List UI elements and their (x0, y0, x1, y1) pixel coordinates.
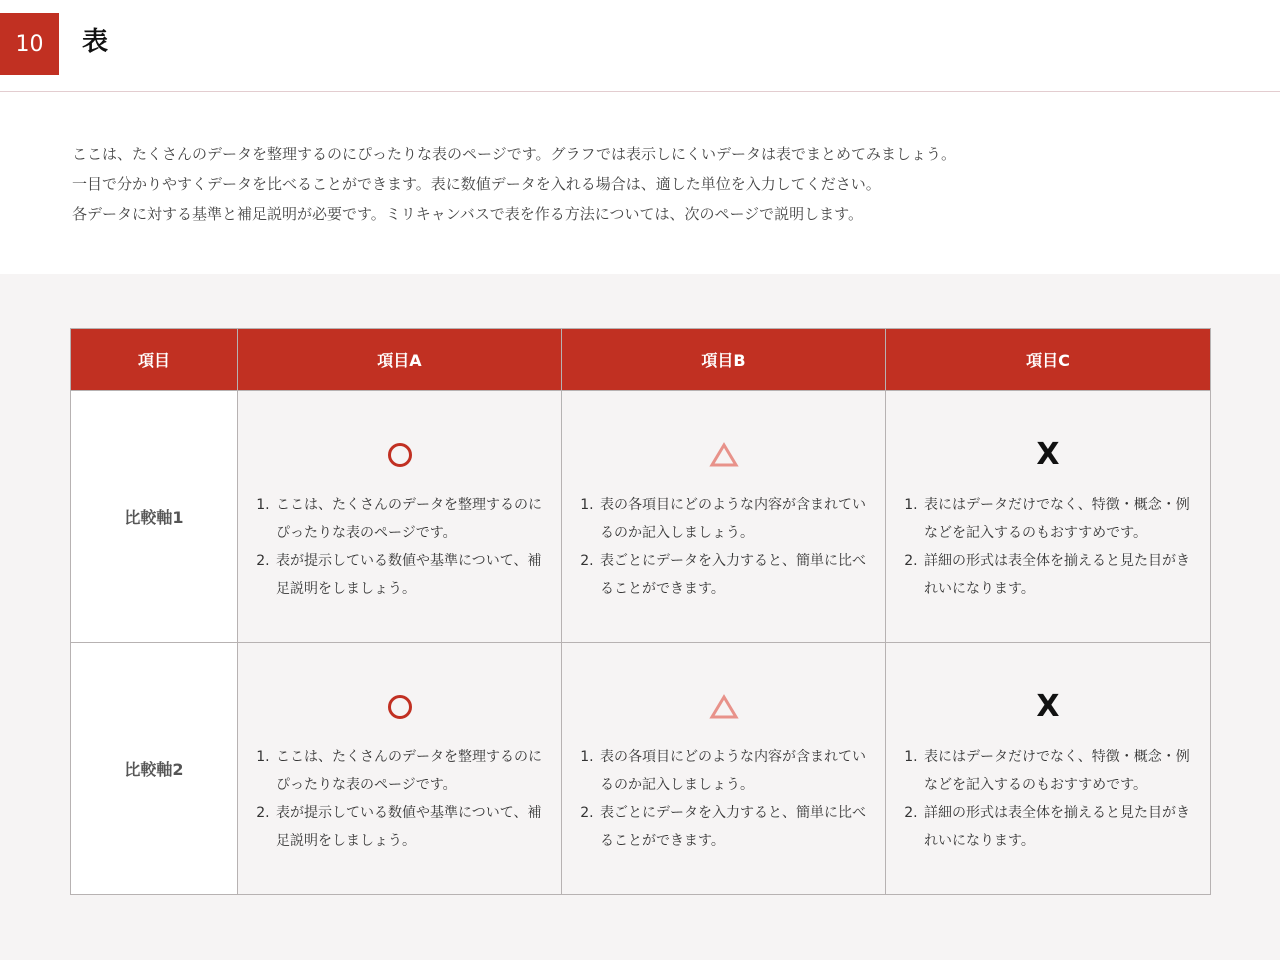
intro-line: 各データに対する基準と補足説明が必要です。ミリキャンバスで表を作る方法については、次のページで説明します。 (72, 205, 863, 223)
triangle-icon (562, 685, 885, 729)
list-item: 1. 表の各項目にどのような内容が含まれているのか記入しましょう。 (598, 491, 867, 547)
notes-list (258, 491, 543, 603)
table-cell (886, 391, 1211, 643)
intro-line: ここは、たくさんのデータを整理するのにぴったりな表のページです。グラフでは表示しにくいデータは表でまとめてみましょう。 (72, 145, 956, 163)
row-label: 比較軸1 (71, 391, 238, 643)
page-title: 表 (82, 27, 109, 57)
column-header: 項目B (562, 329, 886, 391)
notes-list (582, 491, 867, 603)
table-row (71, 391, 1211, 643)
intro-line: 一目で分かりやすくデータを比べることができます。表に数値データを入れる場合は、適した単位を入力してください。 (72, 175, 881, 193)
list-item: 2. 表が提示している数値や基準について、補足説明をしましょう。 (274, 799, 543, 855)
row-label: 比較軸2 (71, 643, 238, 895)
triangle-icon (562, 433, 885, 477)
circle-icon (238, 433, 561, 477)
notes-list (906, 491, 1192, 603)
table-cell (562, 643, 886, 895)
table-row (71, 643, 1211, 895)
notes-list (582, 743, 867, 855)
circle-icon (238, 685, 561, 729)
list-item: 1. 表にはデータだけでなく、特徴・概念・例などを記入するのもおすすめです。 (922, 743, 1192, 799)
comparison-table (70, 328, 1211, 895)
intro-text (72, 139, 1212, 229)
list-item: 2. 表ごとにデータを入力すると、簡単に比べることができます。 (598, 799, 867, 855)
page-header (0, 0, 1280, 92)
column-header: 項目C (886, 329, 1211, 391)
list-item: 1. 表の各項目にどのような内容が含まれているのか記入しましょう。 (598, 743, 867, 799)
table-cell (238, 391, 562, 643)
list-item: 1. ここは、たくさんのデータを整理するのにぴったりな表のページです。 (274, 491, 543, 547)
list-item: 1. ここは、たくさんのデータを整理するのにぴったりな表のページです。 (274, 743, 543, 799)
table-cell (886, 643, 1211, 895)
table-cell (238, 643, 562, 895)
list-item: 2. 詳細の形式は表全体を揃えると見た目がきれいになります。 (922, 799, 1192, 855)
notes-list (906, 743, 1192, 855)
x-mark-icon: X (1036, 437, 1060, 472)
table-cell (562, 391, 886, 643)
column-header: 項目A (238, 329, 562, 391)
list-item: 2. 詳細の形式は表全体を揃えると見た目がきれいになります。 (922, 547, 1192, 603)
list-item: 2. 表が提示している数値や基準について、補足説明をしましょう。 (274, 547, 543, 603)
x-mark-icon: X (1036, 689, 1060, 724)
list-item: 1. 表にはデータだけでなく、特徴・概念・例などを記入するのもおすすめです。 (922, 491, 1192, 547)
list-item: 2. 表ごとにデータを入力すると、簡単に比べることができます。 (598, 547, 867, 603)
page-number-badge: 10 (0, 13, 59, 75)
column-header: 項目 (71, 329, 238, 391)
notes-list (258, 743, 543, 855)
table-header-row (71, 329, 1211, 391)
